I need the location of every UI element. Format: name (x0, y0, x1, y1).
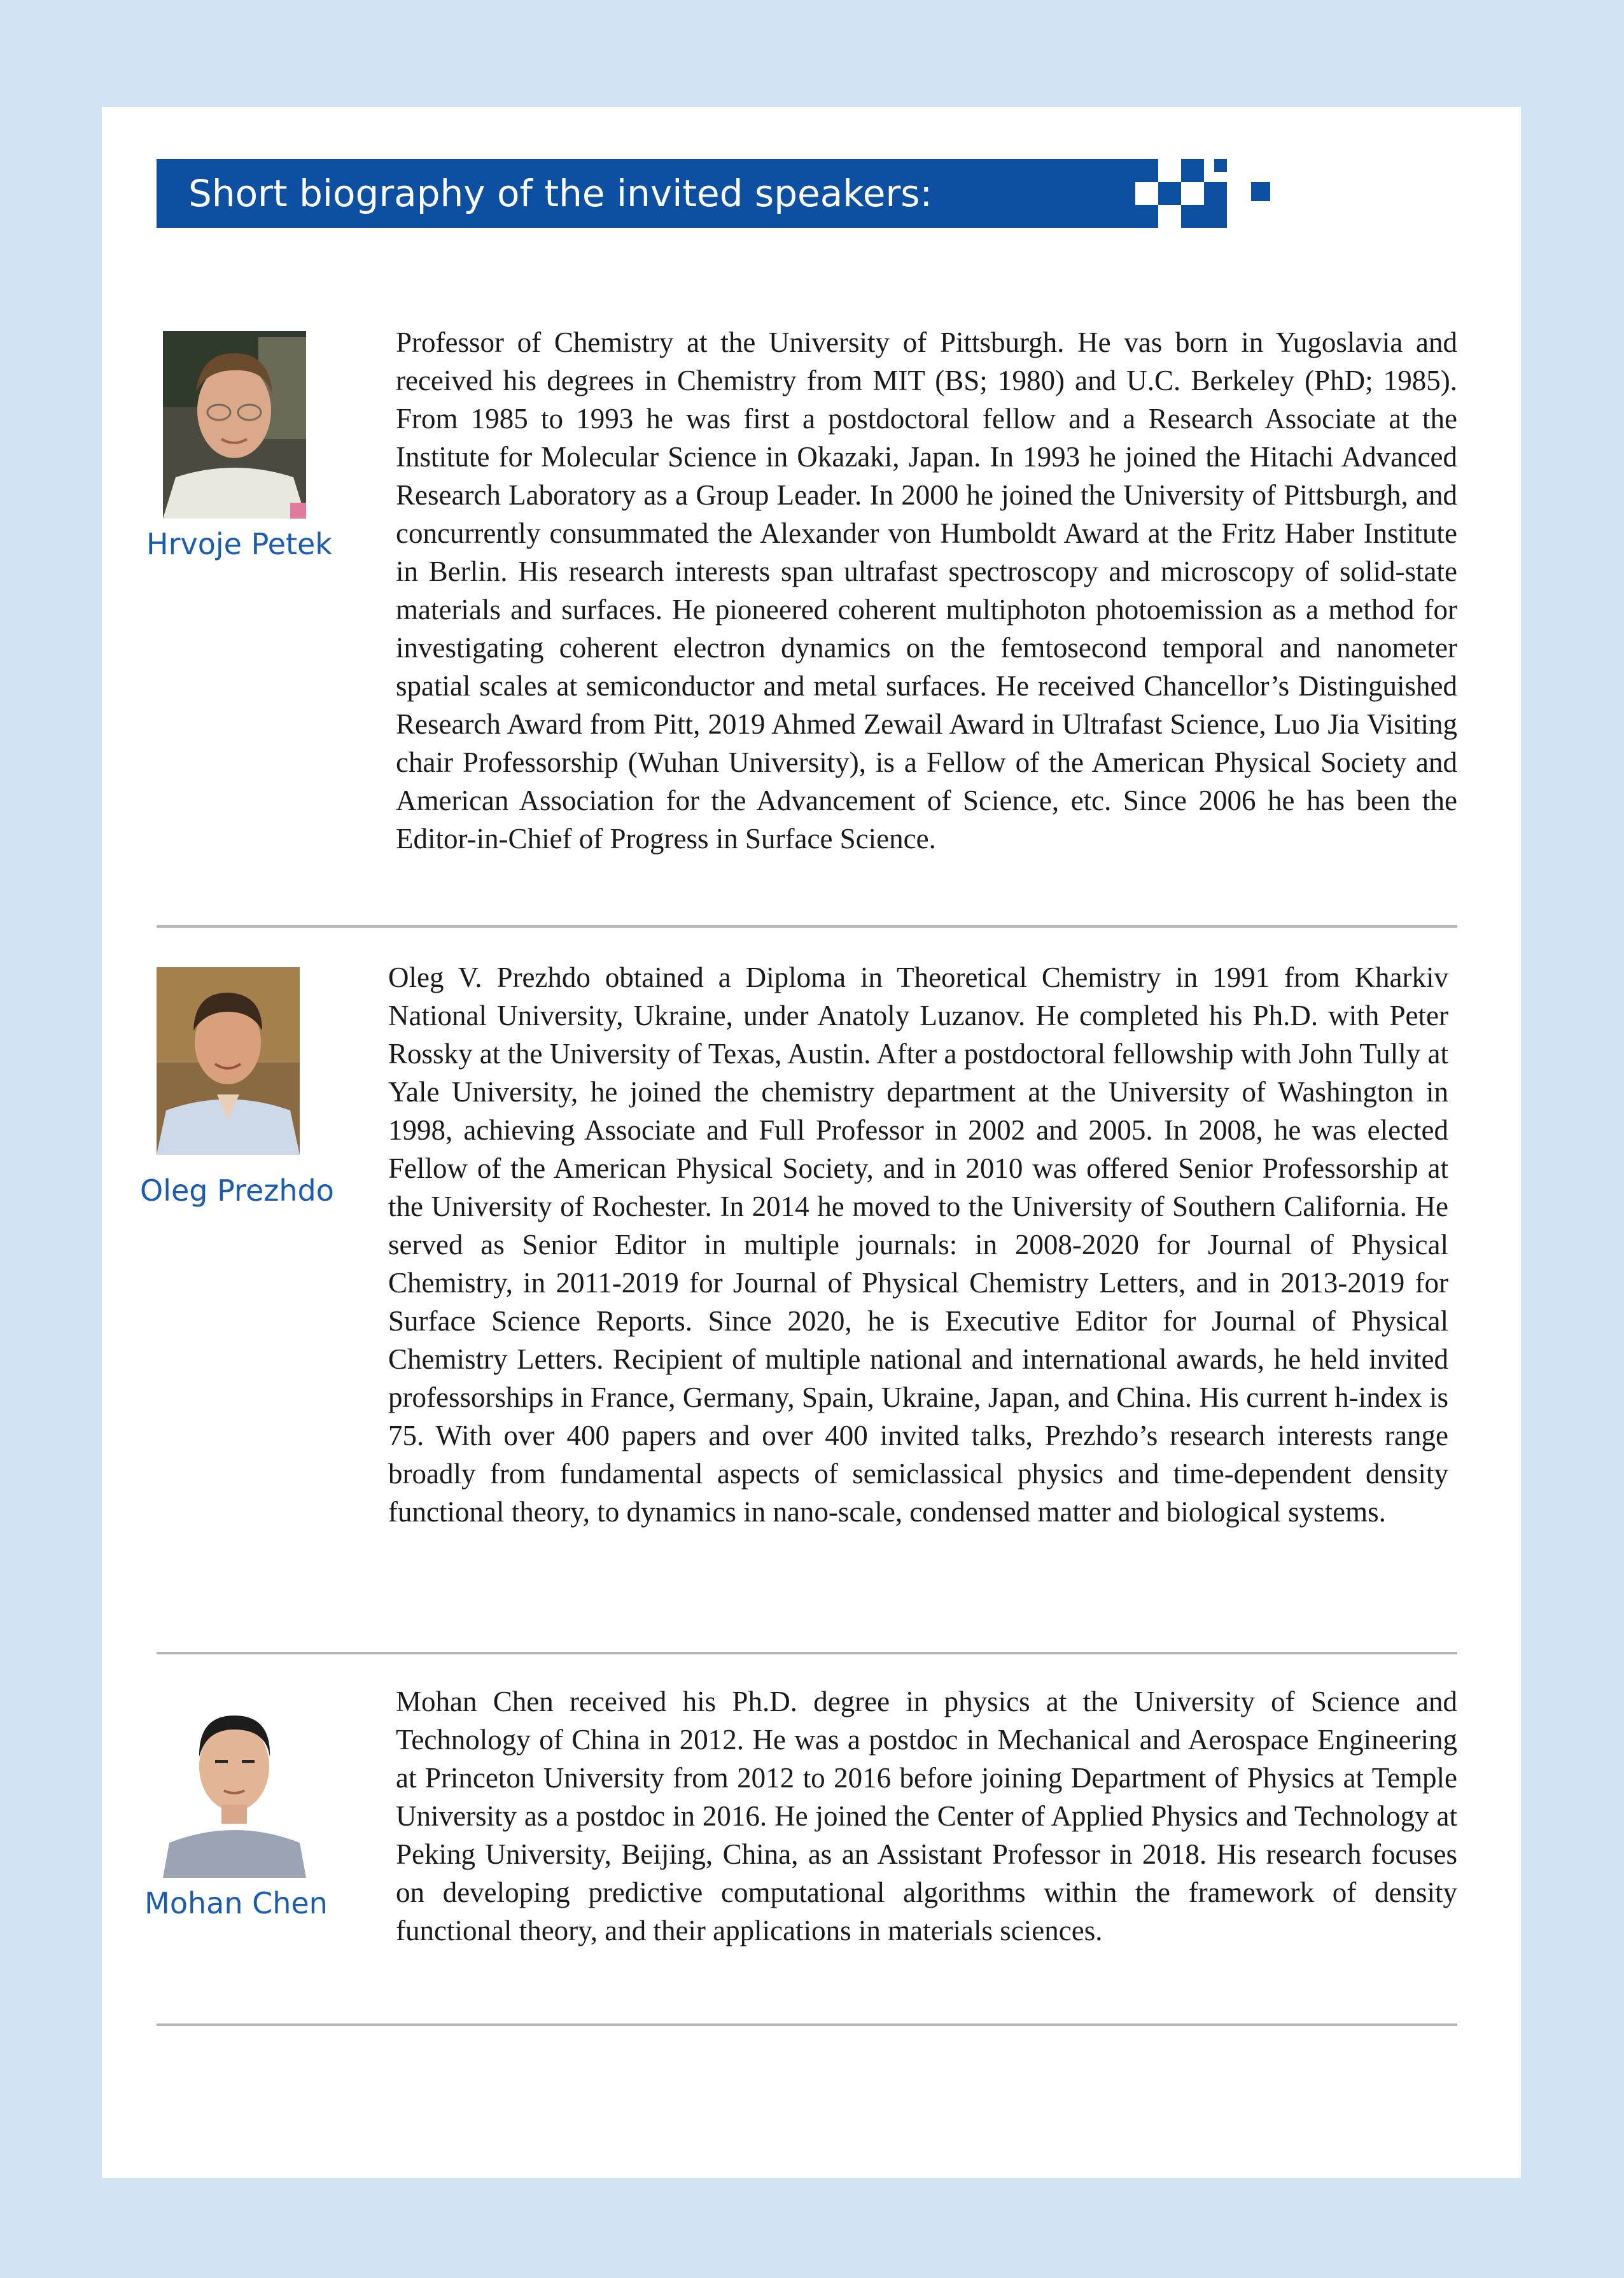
speaker-photo-prezhdo (157, 967, 300, 1155)
speaker-bio-chen: Mohan Chen received his Ph.D. degree in physics at the University of Science and Technology of China in 2012. He was a postdoc in Mechanical and Aerospace Engineering at Princeton University from 2012 to 2016 before joining Department of Physics at Temple University as a postdoc in 2016. He joined the Center of Applied Physics and Technology at Peking University, Beijing, China, as an Assistant Professor in 2018. His research focuses on developing predictive computational algorithms within the framework of density functional theory, and their applications in materials sciences. (396, 1686, 1457, 1946)
speaker-name-chen: Mohan Chen (144, 1886, 328, 1920)
header-title: Short biography of the invited speakers: (188, 172, 933, 215)
speaker-name-petek: Hrvoje Petek (146, 527, 332, 561)
speaker-photo-petek (163, 331, 306, 519)
divider (157, 2023, 1457, 2026)
divider (157, 925, 1457, 928)
speaker-bio-petek: Professor of Chemistry at the University of Pittsburgh. He vas born in Yugoslavia and received his degrees in Chemistry from MIT (BS; 1980) and U.C. Berkeley (PhD; 1985). From 1985 to 1993 he was first a postdoctoral fellow and a Research Associate at the Institute for Molecular Science in Okazaki, Japan. In 1993 he joined the Hitachi Advanced Research Laboratory as a Group Leader. In 2000 he joined the University of Pittsburgh, and concurrently consummated the Alexander von Humboldt Award at the Fritz Haber Institute in Berlin. His research interests span ultrafast spectroscopy and microscopy of solid-state materials and surfaces. He pioneered coherent multiphoton photoemission as a method for investigating coherent electron dynamics on the femtosecond temporal and nanometer spatial scales at semiconductor and metal surfaces. He received Chancellor’s Distinguished Research Award from Pitt, 2019 Ahmed Zewail Award in Ultrafast Science, Luo Jia Visiting chair Professorship (Wuhan University), is a Fellow of the American Physical Society and American Association for the Advancement of Science, etc. Since 2006 he has been the Editor-in-Chief of Progress in Surface Science. (396, 326, 1457, 855)
page (102, 107, 1521, 2178)
divider (157, 1652, 1457, 1654)
speaker-name-prezhdo: Oleg Prezhdo (140, 1173, 334, 1208)
speaker-bio-prezhdo: Oleg V. Prezhdo obtained a Diploma in Theoretical Chemistry in 1991 from Kharkiv National University, Ukraine, under Anatoly Luzanov. He completed his Ph.D. with Peter Rossky at the University of Texas, Austin. After a postdoctoral fellowship with John Tully at Yale University, he joined the chemistry department at the University of Washington in 1998, achieving Associate and Full Professor in 2002 and 2005. In 2008, he was elected Fellow of the American Physical Society, and in 2010 was offered Senior Professorship at the University of Rochester. In 2014 he moved to the University of Southern California. He served as Senior Editor in multiple journals: in 2008-2020 for Journal of Physical Chemistry, in 2011-2019 for Journal of Physical Chemistry Letters, and in 2013-2019 for Surface Science Reports. Since 2020, he is Executive Editor for Journal of Physical Chemistry Letters. Recipient of multiple national and international awards, he held invited professorships in France, Germany, Spain, Ukraine, Japan, and China. His current h-index is 75. With over 400 papers and over 400 invited talks, Prezhdo’s research interests range broadly from fundamental aspects of semiclassical physics and time-dependent density functional theory, to dynamics in nano-scale, condensed matter and biological systems. (388, 961, 1448, 1528)
section-header (157, 159, 1135, 228)
speaker-photo-chen (163, 1690, 306, 1878)
